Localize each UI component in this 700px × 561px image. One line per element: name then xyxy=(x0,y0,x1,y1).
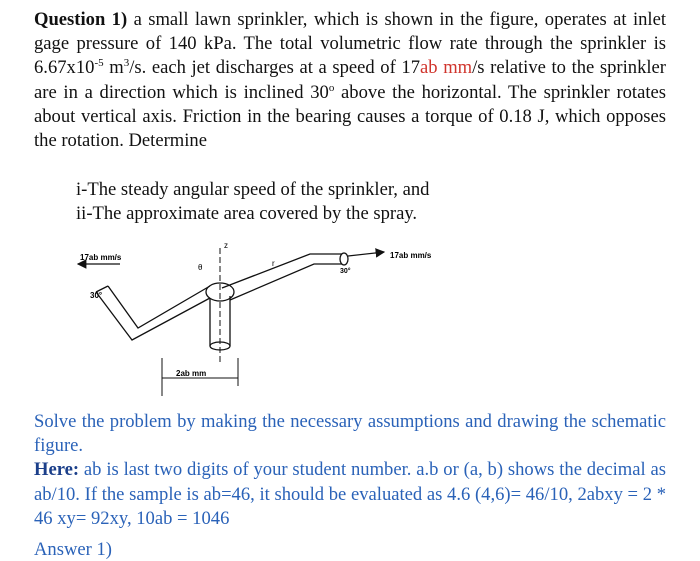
question-text-6: above the horizontal. The sprinkler rotates about vertical axis. Friction in the bearing causes a torque of 0.18 J, which opposes the rotation. Determine xyxy=(34,81,667,152)
right-speed-label: 17ab mm/s xyxy=(390,251,432,260)
question-text-1: a small lawn sprinkler, which is shown in the figure, operates at inlet gage pressure of 140 kPa. The total volumetric flow rate through the sprinkler is 6.67x10 xyxy=(34,9,666,79)
hub xyxy=(206,248,234,364)
dimension-label: 2ab mm xyxy=(176,369,207,378)
answer-label: Answer 1) xyxy=(34,539,112,560)
task-item-2: ii-The approximate area covered by the spray. xyxy=(76,203,418,224)
axis-z-label: z xyxy=(224,241,228,250)
question-paragraph xyxy=(34,8,666,153)
question-text-3: /s. each jet discharges at a speed of 17 xyxy=(129,57,420,79)
question-text-2: m xyxy=(103,57,124,79)
question-text-5: /s relative to the sprinkler are in a direction which is inclined 30 xyxy=(34,57,666,103)
right-arm xyxy=(222,253,348,300)
solution-line-2: ab is last two digits of your student number. a.b or (a, b) shows the decimal as ab/10. If the sample is ab=46, it should be evaluated as 4.6 (4,6)= 46/10, 2abxy = 2 * 46 xy= 92xy, 10ab = 1046 xyxy=(34,459,666,529)
question-heading: Question 1) xyxy=(34,9,128,30)
task-item-1: i-The steady angular speed of the sprinkler, and xyxy=(76,179,430,200)
r-label: r xyxy=(272,259,275,268)
left-arm xyxy=(96,286,210,340)
right-jet-arrow xyxy=(348,252,384,256)
theta-label: θ xyxy=(198,263,203,272)
right-angle-label: 30° xyxy=(340,268,351,275)
here-label: Here: xyxy=(34,459,80,481)
ab-highlight-1: ab xyxy=(420,57,438,79)
sprinkler-figure xyxy=(72,236,492,408)
solution-paragraph xyxy=(34,410,666,531)
ab-highlight-2: mm xyxy=(443,57,473,79)
left-speed-label: 17ab mm/s xyxy=(80,253,122,262)
exponent-flow: -5 xyxy=(94,57,104,70)
degree-mark: o xyxy=(328,81,335,94)
exponent-cubic: 3 xyxy=(123,57,130,70)
left-angle-label: 30° xyxy=(90,291,103,300)
solution-line-1: Solve the problem by making the necessary assumptions and drawing the schematic figure. xyxy=(34,411,666,457)
